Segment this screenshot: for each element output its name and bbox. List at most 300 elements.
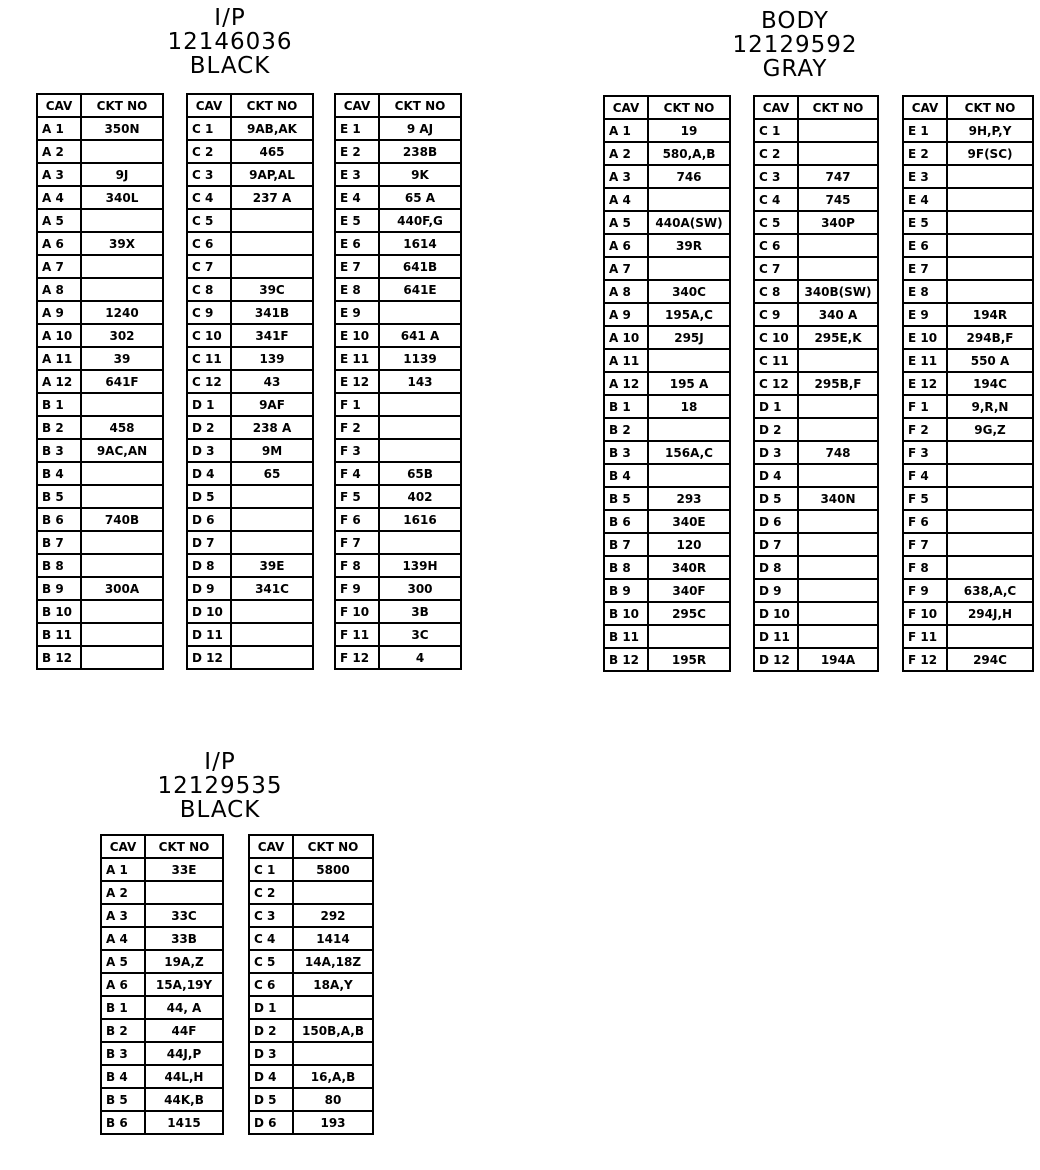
cavity-cell: A 12	[37, 370, 81, 393]
circuit-number-cell: 641E	[379, 278, 461, 301]
cavity-cell: C 10	[754, 326, 798, 349]
table-row	[754, 165, 878, 188]
ip1-b3-header-row	[335, 94, 461, 117]
table-row	[187, 485, 313, 508]
table-row	[903, 280, 1033, 303]
circuit-number-cell	[798, 418, 878, 441]
cavity-cell: F 3	[903, 441, 947, 464]
circuit-number-cell	[231, 255, 313, 278]
table-row	[335, 531, 461, 554]
table-row	[187, 439, 313, 462]
circuit-number-cell: 139	[231, 347, 313, 370]
ckt-no-header: CKT NO	[947, 96, 1033, 119]
table-row	[604, 257, 730, 280]
cavity-cell: E 2	[335, 140, 379, 163]
cavity-cell: B 6	[604, 510, 648, 533]
circuit-number-cell	[798, 464, 878, 487]
circuit-number-cell	[231, 531, 313, 554]
table-row	[604, 441, 730, 464]
circuit-number-cell: 19A,Z	[145, 950, 223, 973]
table-row	[101, 1111, 223, 1134]
table-row	[37, 508, 163, 531]
body-block-1-table	[603, 95, 731, 672]
table-row	[187, 324, 313, 347]
circuit-number-cell: 641F	[81, 370, 163, 393]
circuit-number-cell: 4	[379, 646, 461, 669]
circuit-number-cell: 295B,F	[798, 372, 878, 395]
table-row	[37, 278, 163, 301]
ip2-title-line3: BLACK	[179, 797, 261, 823]
cavity-cell: B 12	[604, 648, 648, 671]
cavity-cell: B 1	[604, 395, 648, 418]
table-row	[37, 416, 163, 439]
body-block-3-table	[902, 95, 1034, 672]
table-row	[249, 881, 373, 904]
table-row	[187, 117, 313, 140]
cavity-cell: E 10	[335, 324, 379, 347]
circuit-number-cell: 139H	[379, 554, 461, 577]
table-row	[335, 485, 461, 508]
circuit-number-cell: 193	[293, 1111, 373, 1134]
table-row	[37, 623, 163, 646]
ckt-no-header: CKT NO	[231, 94, 313, 117]
circuit-number-cell: 440A(SW)	[648, 211, 730, 234]
circuit-number-cell	[648, 464, 730, 487]
cavity-cell: C 4	[187, 186, 231, 209]
cavity-cell: C 1	[249, 858, 293, 881]
table-row	[903, 326, 1033, 349]
cav-header: CAV	[101, 835, 145, 858]
table-row	[604, 119, 730, 142]
circuit-number-cell	[947, 188, 1033, 211]
cavity-cell: D 5	[754, 487, 798, 510]
cavity-cell: B 6	[37, 508, 81, 531]
circuit-number-cell	[293, 1042, 373, 1065]
table-row	[604, 142, 730, 165]
circuit-number-cell	[81, 209, 163, 232]
cavity-cell: D 8	[187, 554, 231, 577]
table-row	[754, 349, 878, 372]
cavity-cell: E 8	[903, 280, 947, 303]
cavity-cell: C 9	[754, 303, 798, 326]
cavity-cell: F 7	[335, 531, 379, 554]
cavity-cell: A 6	[37, 232, 81, 255]
circuit-number-cell: 302	[81, 324, 163, 347]
cav-header: CAV	[249, 835, 293, 858]
table-row	[37, 485, 163, 508]
circuit-number-cell: 194R	[947, 303, 1033, 326]
circuit-number-cell: 740B	[81, 508, 163, 531]
ip2-block-1-table	[100, 834, 224, 1135]
cavity-cell: C 1	[187, 117, 231, 140]
ip2-title-line2: 12129535	[157, 773, 283, 799]
table-row	[604, 556, 730, 579]
circuit-number-cell: 9K	[379, 163, 461, 186]
circuit-number-cell	[947, 165, 1033, 188]
table-row	[249, 904, 373, 927]
cav-header: CAV	[37, 94, 81, 117]
table-row	[604, 464, 730, 487]
circuit-number-cell: 294J,H	[947, 602, 1033, 625]
circuit-number-cell	[798, 602, 878, 625]
table-row	[754, 510, 878, 533]
circuit-number-cell: 1240	[81, 301, 163, 324]
circuit-number-cell: 9AP,AL	[231, 163, 313, 186]
circuit-number-cell: 402	[379, 485, 461, 508]
table-row	[101, 1042, 223, 1065]
cavity-cell: B 2	[37, 416, 81, 439]
cavity-cell: D 4	[249, 1065, 293, 1088]
ip1-title	[130, 6, 330, 78]
cavity-cell: A 11	[37, 347, 81, 370]
cavity-cell: F 8	[903, 556, 947, 579]
table-row	[604, 234, 730, 257]
table-row	[903, 625, 1033, 648]
table-row	[754, 395, 878, 418]
table-row	[903, 648, 1033, 671]
circuit-number-cell	[798, 579, 878, 602]
cavity-cell: E 6	[335, 232, 379, 255]
cavity-cell: D 10	[754, 602, 798, 625]
circuit-number-cell	[947, 280, 1033, 303]
body-block-2-table	[753, 95, 879, 672]
table-row	[903, 372, 1033, 395]
cavity-cell: D 12	[187, 646, 231, 669]
cavity-cell: A 4	[101, 927, 145, 950]
table-row	[335, 301, 461, 324]
circuit-number-cell: 39R	[648, 234, 730, 257]
circuit-number-cell	[798, 349, 878, 372]
table-row	[37, 186, 163, 209]
table-row	[754, 234, 878, 257]
body-b2-header-row	[754, 96, 878, 119]
circuit-number-cell	[81, 278, 163, 301]
circuit-number-cell	[947, 625, 1033, 648]
ip2-block-2-table	[248, 834, 374, 1135]
cavity-cell: B 2	[604, 418, 648, 441]
circuit-number-cell: 65 A	[379, 186, 461, 209]
table-row	[249, 1042, 373, 1065]
table-row	[335, 232, 461, 255]
circuit-number-cell	[947, 510, 1033, 533]
cavity-cell: E 4	[335, 186, 379, 209]
table-row	[101, 973, 223, 996]
cavity-cell: F 8	[335, 554, 379, 577]
table-row	[101, 1065, 223, 1088]
cavity-cell: A 5	[604, 211, 648, 234]
circuit-number-cell: 748	[798, 441, 878, 464]
table-row	[249, 1111, 373, 1134]
cavity-cell: F 3	[335, 439, 379, 462]
circuit-number-cell	[231, 600, 313, 623]
cavity-cell: A 12	[604, 372, 648, 395]
table-row	[101, 904, 223, 927]
circuit-number-cell: 9AF	[231, 393, 313, 416]
cavity-cell: C 4	[249, 927, 293, 950]
cavity-cell: B 1	[101, 996, 145, 1019]
table-row	[187, 186, 313, 209]
ip2-b2-header-row	[249, 835, 373, 858]
circuit-number-cell: 341C	[231, 577, 313, 600]
cavity-cell: F 10	[903, 602, 947, 625]
circuit-number-cell	[81, 485, 163, 508]
cavity-cell: D 5	[249, 1088, 293, 1111]
circuit-number-cell: 33C	[145, 904, 223, 927]
circuit-number-cell: 14A,18Z	[293, 950, 373, 973]
circuit-number-cell	[947, 556, 1033, 579]
cavity-cell: B 5	[604, 487, 648, 510]
cavity-cell: D 6	[754, 510, 798, 533]
table-row	[604, 418, 730, 441]
table-row	[187, 416, 313, 439]
cavity-cell: C 6	[187, 232, 231, 255]
cavity-cell: B 7	[604, 533, 648, 556]
cavity-cell: E 5	[335, 209, 379, 232]
circuit-number-cell	[81, 554, 163, 577]
cavity-cell: D 2	[187, 416, 231, 439]
circuit-number-cell: 39C	[231, 278, 313, 301]
circuit-number-cell	[798, 625, 878, 648]
cavity-cell: B 3	[37, 439, 81, 462]
circuit-number-cell: 33B	[145, 927, 223, 950]
cavity-cell: C 8	[187, 278, 231, 301]
cavity-cell: A 1	[604, 119, 648, 142]
table-row	[335, 439, 461, 462]
circuit-number-cell	[379, 531, 461, 554]
circuit-number-cell: 340L	[81, 186, 163, 209]
circuit-number-cell	[798, 510, 878, 533]
cavity-cell: E 3	[335, 163, 379, 186]
table-row	[903, 234, 1033, 257]
circuit-number-cell	[798, 234, 878, 257]
table-row	[754, 441, 878, 464]
cavity-cell: B 3	[604, 441, 648, 464]
cavity-cell: A 3	[101, 904, 145, 927]
circuit-number-cell	[231, 646, 313, 669]
table-row	[335, 623, 461, 646]
cavity-cell: A 8	[604, 280, 648, 303]
circuit-number-cell: 44L,H	[145, 1065, 223, 1088]
circuit-number-cell: 294C	[947, 648, 1033, 671]
cavity-cell: A 7	[37, 255, 81, 278]
table-row	[37, 462, 163, 485]
cavity-cell: C 3	[187, 163, 231, 186]
table-row	[187, 393, 313, 416]
cavity-cell: F 4	[903, 464, 947, 487]
cavity-cell: C 2	[187, 140, 231, 163]
table-row	[754, 579, 878, 602]
table-row	[101, 950, 223, 973]
circuit-number-cell: 340P	[798, 211, 878, 234]
cavity-cell: A 8	[37, 278, 81, 301]
table-row	[335, 163, 461, 186]
cavity-cell: A 6	[604, 234, 648, 257]
cavity-cell: B 8	[37, 554, 81, 577]
ip1-block-1-table	[36, 93, 164, 670]
circuit-number-cell: 194A	[798, 648, 878, 671]
circuit-number-cell	[947, 533, 1033, 556]
cavity-cell: F 6	[903, 510, 947, 533]
circuit-number-cell	[648, 418, 730, 441]
table-row	[903, 211, 1033, 234]
table-row	[335, 600, 461, 623]
circuit-number-cell	[81, 255, 163, 278]
ip1-block-2-table	[186, 93, 314, 670]
table-row	[101, 881, 223, 904]
circuit-number-cell	[379, 439, 461, 462]
circuit-number-cell	[293, 996, 373, 1019]
circuit-number-cell: 238 A	[231, 416, 313, 439]
circuit-number-cell	[231, 232, 313, 255]
circuit-number-cell	[81, 393, 163, 416]
circuit-number-cell: 1139	[379, 347, 461, 370]
table-row	[249, 1019, 373, 1042]
table-row	[335, 416, 461, 439]
cavity-cell: C 4	[754, 188, 798, 211]
circuit-number-cell: 9F(SC)	[947, 142, 1033, 165]
ckt-no-header: CKT NO	[145, 835, 223, 858]
table-row	[249, 1065, 373, 1088]
cavity-cell: D 6	[249, 1111, 293, 1134]
cavity-cell: B 12	[37, 646, 81, 669]
circuit-number-cell: 15A,19Y	[145, 973, 223, 996]
table-row	[37, 117, 163, 140]
cavity-cell: D 10	[187, 600, 231, 623]
circuit-number-cell	[231, 508, 313, 531]
cavity-cell: A 4	[37, 186, 81, 209]
cavity-cell: E 12	[903, 372, 947, 395]
cavity-cell: E 7	[335, 255, 379, 278]
table-row	[903, 579, 1033, 602]
cav-header: CAV	[335, 94, 379, 117]
circuit-number-cell	[947, 211, 1033, 234]
table-row	[604, 326, 730, 349]
circuit-number-cell: 745	[798, 188, 878, 211]
circuit-number-cell	[81, 462, 163, 485]
table-row	[335, 646, 461, 669]
table-row	[335, 462, 461, 485]
cavity-cell: D 1	[187, 393, 231, 416]
circuit-number-cell: 440F,G	[379, 209, 461, 232]
cavity-cell: C 2	[754, 142, 798, 165]
cavity-cell: C 7	[187, 255, 231, 278]
table-row	[604, 188, 730, 211]
table-row	[37, 324, 163, 347]
cavity-cell: A 5	[101, 950, 145, 973]
table-row	[903, 303, 1033, 326]
table-row	[37, 600, 163, 623]
cavity-cell: A 2	[101, 881, 145, 904]
table-row	[754, 303, 878, 326]
table-row	[335, 554, 461, 577]
table-row	[903, 533, 1033, 556]
cavity-cell: A 2	[37, 140, 81, 163]
table-row	[754, 188, 878, 211]
cav-header: CAV	[754, 96, 798, 119]
ip1-b2-header-row	[187, 94, 313, 117]
table-row	[335, 370, 461, 393]
circuit-number-cell: 9 AJ	[379, 117, 461, 140]
table-row	[37, 439, 163, 462]
table-row	[754, 648, 878, 671]
table-row	[903, 510, 1033, 533]
circuit-number-cell: 16,A,B	[293, 1065, 373, 1088]
circuit-number-cell	[947, 234, 1033, 257]
cavity-cell: E 4	[903, 188, 947, 211]
table-row	[187, 623, 313, 646]
table-row	[335, 140, 461, 163]
circuit-number-cell: 340B(SW)	[798, 280, 878, 303]
ip1-b1-header-row	[37, 94, 163, 117]
ip2-title-line1: I/P	[204, 749, 236, 775]
cavity-cell: A 4	[604, 188, 648, 211]
circuit-number-cell: 44F	[145, 1019, 223, 1042]
cavity-cell: D 3	[187, 439, 231, 462]
table-row	[903, 349, 1033, 372]
table-row	[187, 347, 313, 370]
cavity-cell: B 9	[37, 577, 81, 600]
circuit-number-cell: 18	[648, 395, 730, 418]
table-row	[604, 280, 730, 303]
circuit-number-cell: 300A	[81, 577, 163, 600]
cavity-cell: D 2	[754, 418, 798, 441]
circuit-number-cell	[293, 881, 373, 904]
cavity-cell: A 9	[604, 303, 648, 326]
ip1-block-3-table	[334, 93, 462, 670]
cavity-cell: C 3	[249, 904, 293, 927]
cavity-cell: E 9	[903, 303, 947, 326]
cavity-cell: C 2	[249, 881, 293, 904]
table-row	[903, 188, 1033, 211]
ip1-title-line3: BLACK	[189, 53, 271, 79]
cavity-cell: A 6	[101, 973, 145, 996]
cavity-cell: E 5	[903, 211, 947, 234]
table-row	[37, 393, 163, 416]
cavity-cell: E 11	[335, 347, 379, 370]
table-row	[101, 858, 223, 881]
table-row	[249, 927, 373, 950]
table-row	[903, 119, 1033, 142]
table-row	[754, 533, 878, 556]
circuit-number-cell: 340 A	[798, 303, 878, 326]
circuit-number-cell: 9M	[231, 439, 313, 462]
cavity-cell: D 9	[754, 579, 798, 602]
table-row	[187, 531, 313, 554]
circuit-number-cell: 1414	[293, 927, 373, 950]
cavity-cell: A 10	[37, 324, 81, 347]
cavity-cell: E 1	[335, 117, 379, 140]
table-row	[101, 996, 223, 1019]
cavity-cell: D 2	[249, 1019, 293, 1042]
body-title-line2: 12129592	[732, 32, 858, 58]
circuit-number-cell: 746	[648, 165, 730, 188]
circuit-number-cell: 195 A	[648, 372, 730, 395]
cavity-cell: D 8	[754, 556, 798, 579]
circuit-number-cell	[798, 556, 878, 579]
cavity-cell: D 9	[187, 577, 231, 600]
circuit-number-cell: 9AB,AK	[231, 117, 313, 140]
circuit-number-cell	[798, 257, 878, 280]
circuit-number-cell: 156A,C	[648, 441, 730, 464]
circuit-number-cell: 194C	[947, 372, 1033, 395]
table-row	[187, 163, 313, 186]
circuit-number-cell	[81, 600, 163, 623]
circuit-number-cell: 39	[81, 347, 163, 370]
table-row	[604, 487, 730, 510]
table-row	[754, 464, 878, 487]
ckt-no-header: CKT NO	[798, 96, 878, 119]
table-row	[604, 510, 730, 533]
